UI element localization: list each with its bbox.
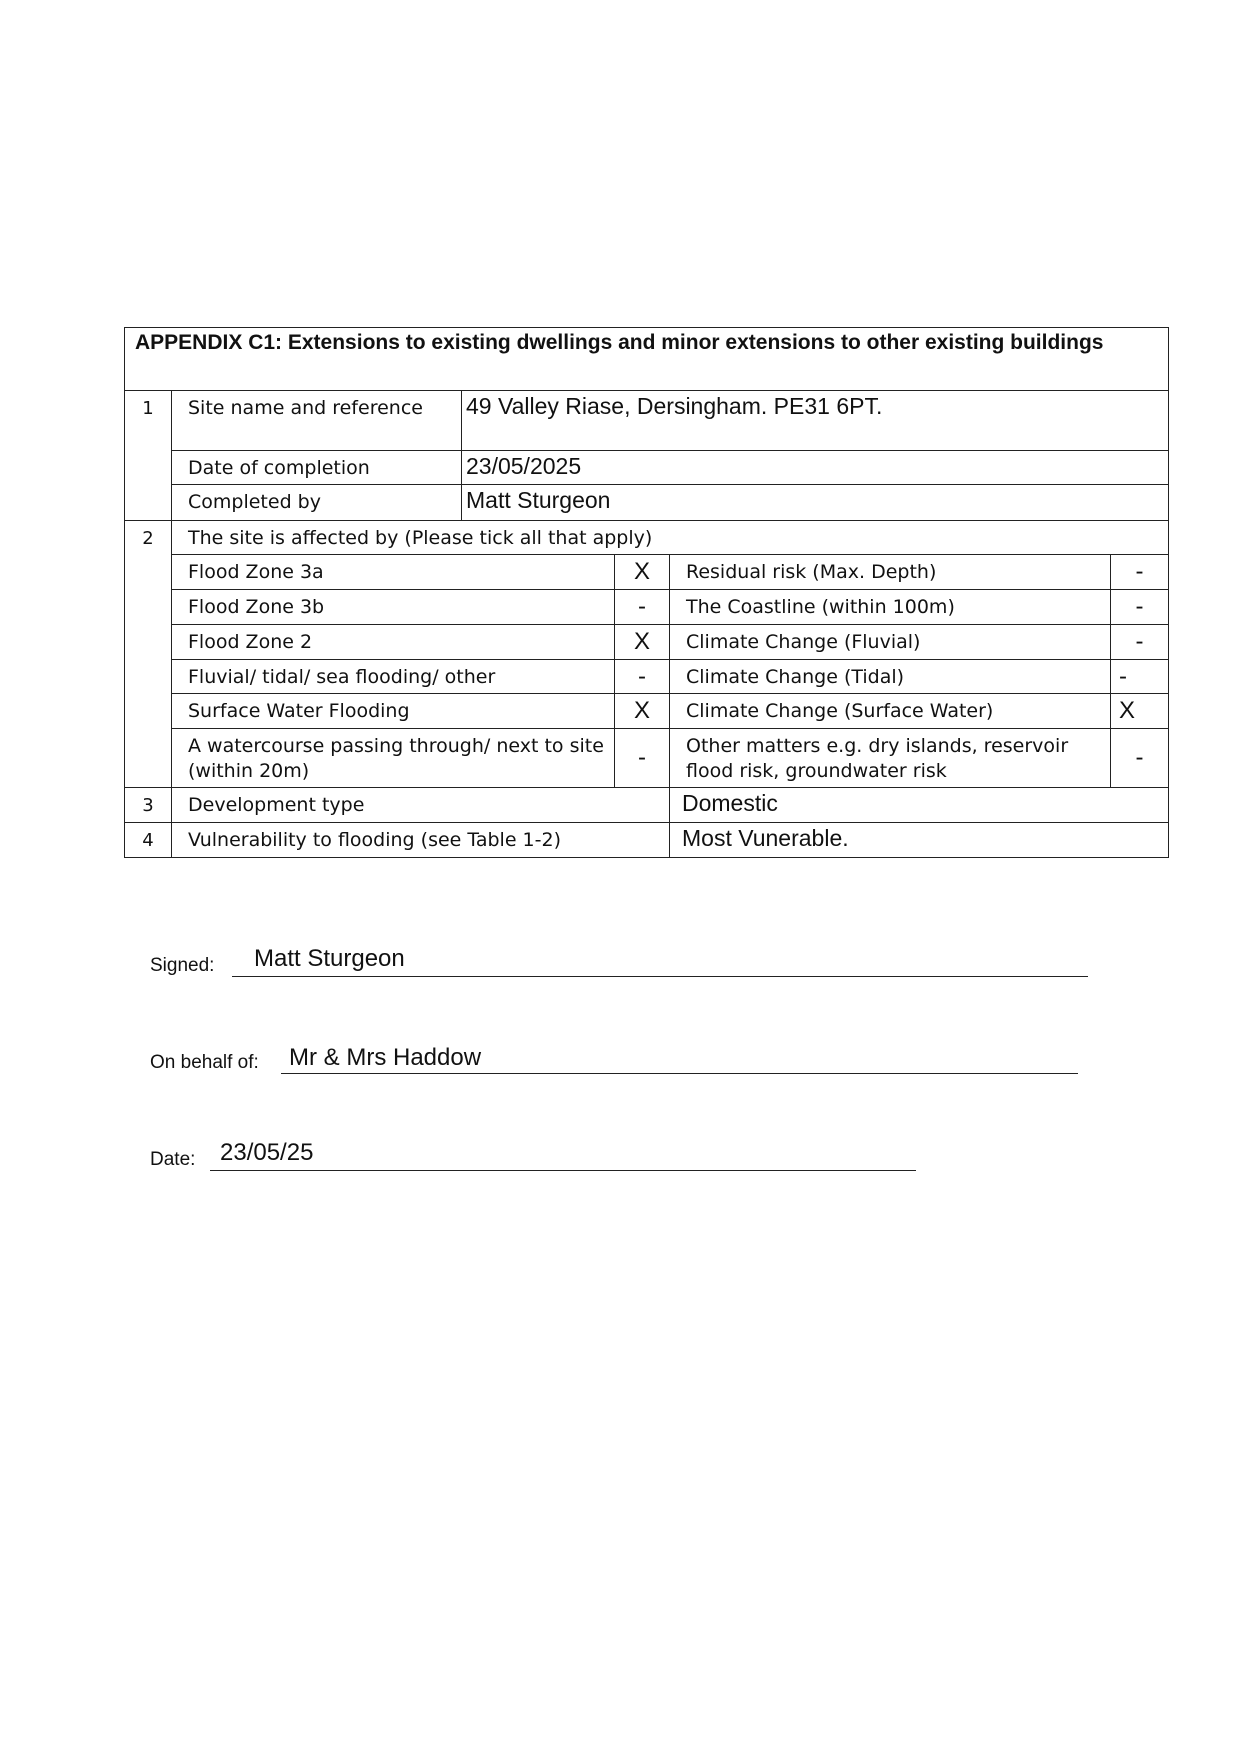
fluvial-tidal-sea-label: Fluvial/ tidal/ sea flooding/ other: [172, 660, 615, 694]
flood-zone-2-checkbox[interactable]: X: [615, 625, 670, 660]
other-matters-label: Other matters e.g. dry islands, reservoir flood risk, groundwater risk: [670, 729, 1111, 788]
climate-change-fluvial-checkbox[interactable]: -: [1111, 625, 1169, 660]
other-matters-checkbox[interactable]: -: [1111, 729, 1169, 788]
date-label: Date:: [150, 1149, 196, 1170]
flood-zone-3b-checkbox[interactable]: -: [615, 590, 670, 625]
climate-change-tidal-checkbox[interactable]: -: [1111, 660, 1169, 694]
on-behalf-of-value[interactable]: Mr & Mrs Haddow: [289, 1044, 482, 1071]
surface-water-flooding-label: Surface Water Flooding: [172, 694, 615, 729]
flood-zone-3a-label: Flood Zone 3a: [172, 555, 615, 590]
completed-by-label: Completed by: [172, 485, 462, 521]
vulnerability-label: Vulnerability to flooding (see Table 1-2): [172, 823, 670, 858]
fluvial-tidal-sea-checkbox[interactable]: -: [615, 660, 670, 694]
section-number-2: 2: [125, 521, 172, 788]
residual-risk-label: Residual risk (Max. Depth): [670, 555, 1111, 590]
completed-by-value[interactable]: Matt Sturgeon: [462, 485, 1169, 521]
climate-change-surface-water-label: Climate Change (Surface Water): [670, 694, 1111, 729]
section-number-1: 1: [125, 391, 172, 521]
appendix-c1-form-table: [124, 327, 1169, 858]
flood-zone-3b-label: Flood Zone 3b: [172, 590, 615, 625]
signed-label: Signed:: [150, 955, 215, 976]
signed-value[interactable]: Matt Sturgeon: [254, 945, 405, 972]
on-behalf-of-underline: [281, 1073, 1078, 1074]
surface-water-flooding-checkbox[interactable]: X: [615, 694, 670, 729]
date-underline: [210, 1170, 916, 1171]
signed-underline: [232, 976, 1088, 977]
residual-risk-checkbox[interactable]: -: [1111, 555, 1169, 590]
flood-zone-2-label: Flood Zone 2: [172, 625, 615, 660]
climate-change-tidal-label: Climate Change (Tidal): [670, 660, 1111, 694]
section-number-4: 4: [125, 823, 172, 858]
site-affected-heading: The site is affected by (Please tick all that apply): [172, 521, 1169, 555]
appendix-title: APPENDIX C1: Extensions to existing dwellings and minor extensions to other existing buildings: [125, 328, 1169, 391]
watercourse-checkbox[interactable]: -: [615, 729, 670, 788]
development-type-value[interactable]: Domestic: [670, 788, 1169, 823]
watercourse-label: A watercourse passing through/ next to site (within 20m): [172, 729, 615, 788]
date-of-completion-label: Date of completion: [172, 451, 462, 485]
section-number-3: 3: [125, 788, 172, 823]
site-name-value[interactable]: 49 Valley Riase, Dersingham. PE31 6PT.: [462, 391, 1169, 451]
flood-zone-3a-checkbox[interactable]: X: [615, 555, 670, 590]
climate-change-fluvial-label: Climate Change (Fluvial): [670, 625, 1111, 660]
date-value[interactable]: 23/05/25: [220, 1139, 314, 1166]
site-name-label: Site name and reference: [172, 391, 462, 451]
development-type-label: Development type: [172, 788, 670, 823]
coastline-label: The Coastline (within 100m): [670, 590, 1111, 625]
vulnerability-value[interactable]: Most Vunerable.: [670, 823, 1169, 858]
coastline-checkbox[interactable]: -: [1111, 590, 1169, 625]
climate-change-surface-water-checkbox[interactable]: X: [1111, 694, 1169, 729]
on-behalf-of-label: On behalf of:: [150, 1052, 259, 1073]
date-of-completion-value[interactable]: 23/05/2025: [462, 451, 1169, 485]
